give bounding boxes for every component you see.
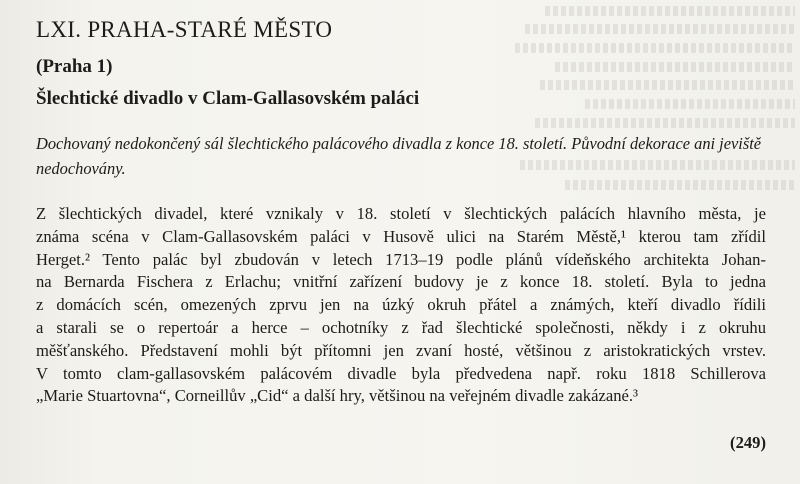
body-line: a starali se o repertoár a herce – ochotníky z řad šlechtické společnosti, někdy i z okruhu	[36, 317, 766, 337]
page-number: (249)	[730, 433, 766, 452]
abstract-paragraph: Dochovaný nedokončený sál šlechtického palácového divadla z konce 18. století. Původní dekorace ani jeviště nedochovány.	[36, 134, 762, 178]
district-label: (Praha 1)	[36, 56, 113, 77]
body-line: měšťanského. Představení mohli být přítomni jen zvaní hosté, většinou z aristokratických vrstev.	[36, 340, 766, 360]
chapter-heading: LXI. PRAHA-STARÉ MĚSTO	[36, 17, 333, 42]
body-line: „Marie Stuartovna“, Corneillův „Cid“ a další hry, většinou na veřejném divadle zakázané.³	[36, 386, 638, 406]
body-line: V tomto clam-gallasovském palácovém divadle byla předvedena např. roku 1818 Schillerova	[36, 363, 766, 383]
body-line: známa scéna v Clam-Gallasovském paláci v Husově ulici na Starém Městě,¹ kterou tam zřídil	[36, 226, 766, 246]
body-line: na Bernarda Fischera z Erlachu; vnitřní zařízení budovy je z konce 18. století. Byla to jedna	[36, 272, 766, 292]
body-paragraph	[36, 203, 766, 408]
body-line: z domácích scén, omezených zprvu jen na úzký okruh přátel a známých, kteří divadlo řídili	[36, 295, 766, 315]
body-line: Z šlechtických divadel, které vznikaly v 18. století v šlechtických palácích hlavního města, je	[36, 204, 766, 223]
venue-title: Šlechtické divadlo v Clam-Gallasovském paláci	[36, 88, 420, 109]
body-line: Herget.² Tento palác byl zbudován v letech 1713–19 podle plánů vídeňského architekta Johan-	[36, 249, 766, 269]
